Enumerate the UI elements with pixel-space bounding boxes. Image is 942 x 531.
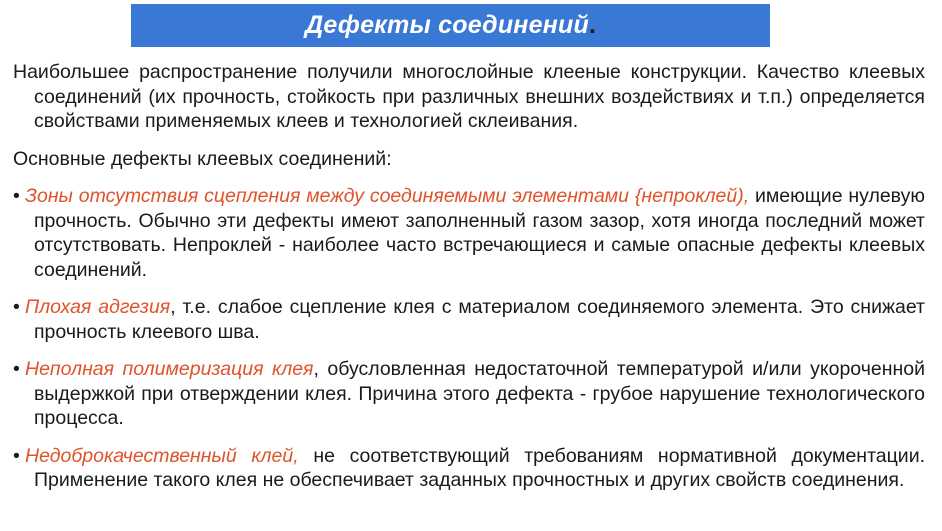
- title-period: .: [588, 11, 596, 39]
- page-title: Дефекты соединений: [305, 11, 589, 39]
- defect-item-delamination: [13, 184, 925, 282]
- defect-description: не соответствующий требованиям нормативной документации. Применение такого клея не обеспечивает заданных прочностных и других свойств соединения.: [34, 444, 925, 491]
- defect-term: Зоны отсутствия сцепления между соединяемыми элементами {непроклей),: [25, 185, 750, 207]
- defect-description: , т.е. слабое сцепление клея с материалом соединяемого элемента. Это снижает прочность клеевого шва.: [34, 296, 925, 343]
- bullet-dot: •: [13, 296, 20, 318]
- slide-body: [13, 60, 925, 493]
- defects-lead: Основные дефекты клеевых соединений:: [13, 147, 392, 170]
- defect-description: имеющие нулевую прочность. Обычно эти дефекты имеют заполненный газом зазор, хотя иногда последний может отсутствовать. Непроклей - наиболее часто встречающиеся и самые опасные дефекты клеевых соединений.: [34, 185, 925, 281]
- bullet-dot: •: [13, 358, 20, 380]
- intro-paragraph: Наибольшее распространение получили многослойные клееные конструкции. Качество клеевых соединений (их прочность, стойкость при различных внешних воздействиях и т.п.) определяется свойствами применяемых клеев и технологией склеивания.: [13, 61, 925, 132]
- defect-term: Неполная полимеризация клея: [25, 358, 314, 380]
- defect-term: Недоброкачественный клей,: [25, 444, 299, 467]
- defect-item-poor-adhesion: [13, 295, 925, 344]
- defect-description: , обусловленная недостаточной температурой и/или укороченной выдержкой при отверждении клея. Причина этого дефекта - грубое нарушение технологического процесса.: [34, 358, 925, 429]
- defect-item-incomplete-polymerization: [13, 357, 925, 431]
- title-banner: [131, 4, 770, 47]
- defect-item-substandard-glue: [13, 444, 925, 493]
- bullet-dot: •: [13, 185, 20, 207]
- defect-term: Плохая адгезия: [25, 296, 171, 318]
- bullet-dot: •: [13, 444, 20, 467]
